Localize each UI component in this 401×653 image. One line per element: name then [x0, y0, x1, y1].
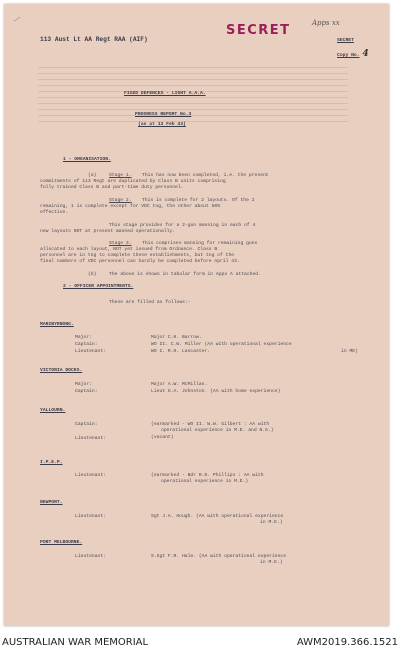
appointment-role: Captain:: [75, 342, 98, 347]
appointment-value: (earmarked - WO II. W.W. Gilbert : AA with: [151, 422, 270, 427]
unit-heading: 113 Aust Lt AA Regt RAA (AIF): [40, 36, 148, 43]
appointment-role: Major:: [75, 335, 92, 340]
stage-1-label: Stage 1.: [109, 173, 132, 178]
para-a-label: (a): [88, 173, 97, 178]
classification-label: SECRET: [337, 38, 354, 43]
appointment-value: WO I. R.H. Lancaster.: [151, 349, 211, 354]
place-heading: MARIBYRNONG.: [40, 322, 74, 327]
appointment-value: operational experience in M.E.): [161, 479, 249, 484]
para-b-label: (b): [88, 272, 97, 277]
footer-institution: AUSTRALIAN WAR MEMORIAL: [2, 637, 149, 648]
appointment-value: S.Sgt F.R. Hale. (AA with operational experience: [151, 554, 287, 559]
report-title-line1: FIXED DEFENCES - LIGHT A.A.A.: [124, 91, 206, 96]
appointment-role: Major:: [75, 382, 92, 387]
appointment-role: Lieutenant:: [75, 514, 106, 519]
stage-3-line2: allocated to each layout, NOT yet issued from Ordnance. Class B: [40, 247, 218, 252]
stage-2-line2: remaining, 1 is complete except for VDC tng, the other about 50%: [40, 204, 221, 209]
appointment-value: in M.E.): [260, 520, 283, 525]
appointment-value: Major C.H. Barrow.: [151, 335, 202, 340]
appointment-value: in M.E.): [260, 560, 283, 565]
footer-accession: AWM2019.366.1521: [296, 637, 398, 648]
stage-3-line3: personnel are in tng to complete these establishments, but tng of the: [40, 253, 235, 258]
appointment-value: (vacant): [151, 435, 174, 440]
stage-1-line1: This has now been completed, i.e. the present: [142, 173, 269, 178]
place-heading: YALLOURN.: [40, 408, 66, 413]
appointment-value: operational experience in M.E. and N.G.): [161, 428, 274, 433]
place-heading: NEWPORT.: [40, 500, 63, 505]
stage-2-line3: effective.: [40, 210, 69, 215]
place-heading: VICTORIA DOCKS.: [40, 368, 83, 373]
corner-handwriting: ...: [10, 11, 22, 24]
report-title-line3: (as at 13 Feb 43): [138, 122, 186, 127]
document-page: [4, 4, 389, 626]
appointment-role: Lieutenant:: [75, 554, 106, 559]
provision-line1: This stage provides for a 2-gun manning in each of 4: [109, 223, 256, 228]
section-2-intro: These are filled as follows:-: [109, 300, 191, 305]
stage-1-line3: fully trained Class B and part-time duty personnel.: [40, 185, 184, 190]
appointment-value: in ME): [341, 349, 358, 354]
provision-line2: new layouts NOT at present manned operationally.: [40, 229, 176, 234]
copy-number-value: 4: [362, 49, 369, 59]
archive-footer: [0, 637, 401, 651]
section-1-heading: 1 - ORGANISATION.: [63, 157, 111, 162]
para-b-text: The above is shown in tabular form in Appx A attached.: [109, 272, 261, 277]
appointment-value: WO II. C.W. Miller (AA with operational experience: [151, 342, 292, 347]
report-title-line2: PROGRESS REPORT No.3: [135, 112, 192, 117]
appointment-value: (earmarked - Bdr R.D. Phillips : AA with: [151, 473, 264, 478]
appointment-value: Major A.W. McMillan.: [151, 382, 208, 387]
appointment-role: Captain:: [75, 389, 98, 394]
place-heading: PORT MELBOURNE.: [40, 540, 83, 545]
appointment-value: Sgt J.A. Hough. (AA with operational experience: [151, 514, 284, 519]
stage-1-line2: commitments of 113 Regt are duplicated by Class B units comprising: [40, 179, 226, 184]
stage-3-line4: final numbers of VDC personnel can hardly be completed before April 43.: [40, 259, 240, 264]
appointment-role: Lieutenant:: [75, 349, 106, 354]
handwritten-ref: Apps xx: [312, 19, 340, 27]
stage-2-line1: This is complete for 2 layouts. Of the 2: [142, 198, 255, 203]
stage-3-label: Stage 3.: [109, 241, 132, 246]
place-heading: I.P.E.P.: [40, 460, 63, 465]
stage-3-line1: This comprises manning for remaining guns: [142, 241, 258, 246]
stage-2-label: Stage 2.: [109, 198, 132, 203]
secret-stamp: SECRET: [226, 23, 291, 38]
appointment-role: Captain:: [75, 422, 98, 427]
copy-number: [337, 49, 369, 59]
section-2-heading: 2 - OFFICER APPOINTMENTS.: [63, 284, 134, 289]
appointment-role: Lieutenant:: [75, 436, 106, 441]
copy-label: Copy No.: [337, 53, 360, 58]
appointment-value: Lieut G.A. Johnston. (AA with home experience): [151, 389, 281, 394]
appointment-role: Lieutenant:: [75, 473, 106, 478]
